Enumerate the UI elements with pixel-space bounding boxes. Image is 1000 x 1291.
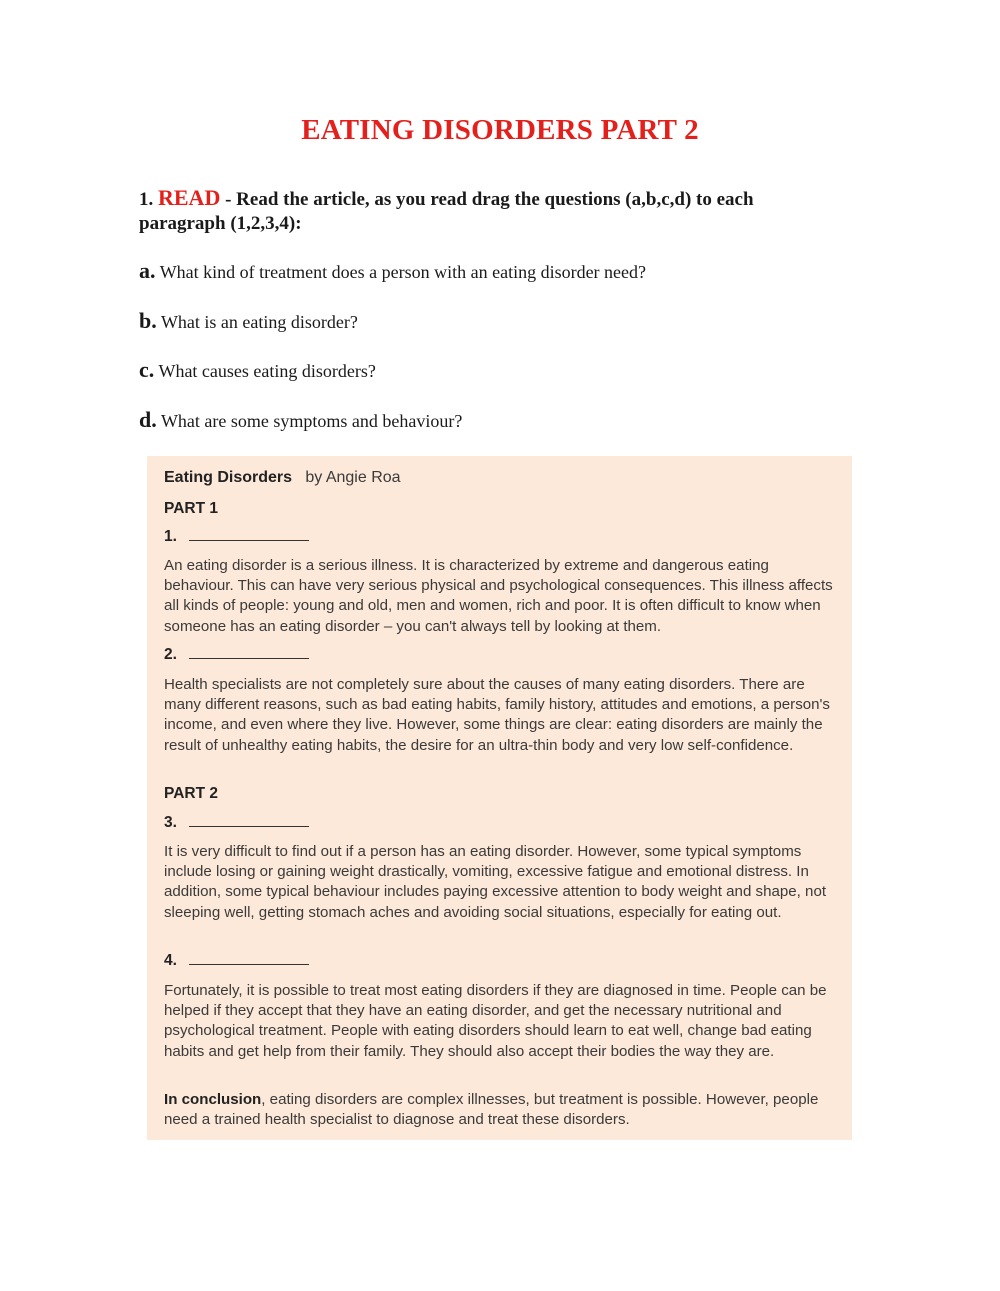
blank-number: 1. bbox=[164, 528, 177, 545]
blank-1[interactable] bbox=[164, 528, 309, 546]
drop-line[interactable] bbox=[189, 822, 309, 827]
drop-line[interactable] bbox=[189, 960, 309, 965]
blank-number: 2. bbox=[164, 646, 177, 663]
question-letter: c. bbox=[139, 357, 155, 382]
question-text: What are some symptoms and behaviour? bbox=[160, 411, 463, 431]
question-c[interactable] bbox=[139, 357, 376, 383]
blank-4[interactable] bbox=[164, 952, 309, 970]
part-2-label: PART 2 bbox=[164, 785, 218, 802]
question-text: What is an eating disorder? bbox=[160, 312, 358, 332]
question-letter: d. bbox=[139, 407, 157, 432]
blank-3[interactable] bbox=[164, 814, 309, 832]
article-box bbox=[147, 456, 852, 1140]
conclusion-label: In conclusion bbox=[164, 1091, 262, 1108]
article-title: Eating Disorders bbox=[164, 469, 293, 486]
instruction-number: 1. bbox=[139, 189, 154, 210]
blank-number: 3. bbox=[164, 814, 177, 831]
question-b[interactable] bbox=[139, 308, 358, 334]
part-1-label: PART 1 bbox=[164, 500, 218, 517]
instruction-text: - Read the article, as you read drag the questions (a,b,c,d) to each paragraph (1,2,3,4): bbox=[139, 189, 754, 234]
question-d[interactable] bbox=[139, 407, 462, 433]
instruction bbox=[139, 186, 839, 236]
article-author: by Angie Roa bbox=[305, 469, 401, 486]
drop-line[interactable] bbox=[189, 536, 309, 541]
question-letter: a. bbox=[139, 258, 156, 283]
conclusion-text: , eating disorders are complex illnesses, but treatment is possible. However, people need a trained health specialist to diagnose and treat these disorders. bbox=[164, 1091, 819, 1129]
blank-number: 4. bbox=[164, 952, 177, 969]
drop-line[interactable] bbox=[189, 654, 309, 659]
question-text: What causes eating disorders? bbox=[158, 361, 376, 381]
question-letter: b. bbox=[139, 308, 157, 333]
blank-2[interactable] bbox=[164, 646, 309, 664]
paragraph-1: An eating disorder is a serious illness. It is characterized by extreme and dangerous eating behaviour. This can have very serious physical and psychological consequences. This illness affects all kinds of people: young and old, men and women, rich and poor. It is often difficult to know when someone has an eating disorder – you can't always tell by looking at them. bbox=[164, 557, 833, 635]
question-a[interactable] bbox=[139, 258, 646, 284]
paragraph-3: It is very difficult to find out if a person has an eating disorder. However, some typical symptoms include losing or gaining weight drastically, vomiting, excessive fatigue and emotional distress. In addition, some typical behaviour includes paying excessive attention to body weight and shape, not sleeping well, getting stomach aches and avoiding social situations, especially for eating out. bbox=[164, 843, 827, 921]
conclusion bbox=[164, 1090, 840, 1130]
paragraph-2: Health specialists are not completely sure about the causes of many eating disorders. There are many different reasons, such as bad eating habits, family history, attitudes and emotions, a person's income, and even where they live. However, some things are clear: eating disorders are mainly the result of unhealthy eating habits, the desire for an ultra-thin body and very low self-confidence. bbox=[164, 676, 830, 754]
paragraph-4: Fortunately, it is possible to treat most eating disorders if they are diagnosed in time. People can be helped if they accept that they have an eating disorder, and get the necessary nutritional and psychological treatment. People with eating disorders should learn to eat well, change bad eating habits and get help from their family. They should also accept their bodies the way they are. bbox=[164, 982, 827, 1060]
page-title: EATING DISORDERS PART 2 bbox=[301, 114, 699, 146]
question-text: What kind of treatment does a person with an eating disorder need? bbox=[159, 262, 647, 282]
instruction-keyword: READ bbox=[158, 185, 221, 210]
article-header bbox=[164, 469, 401, 487]
